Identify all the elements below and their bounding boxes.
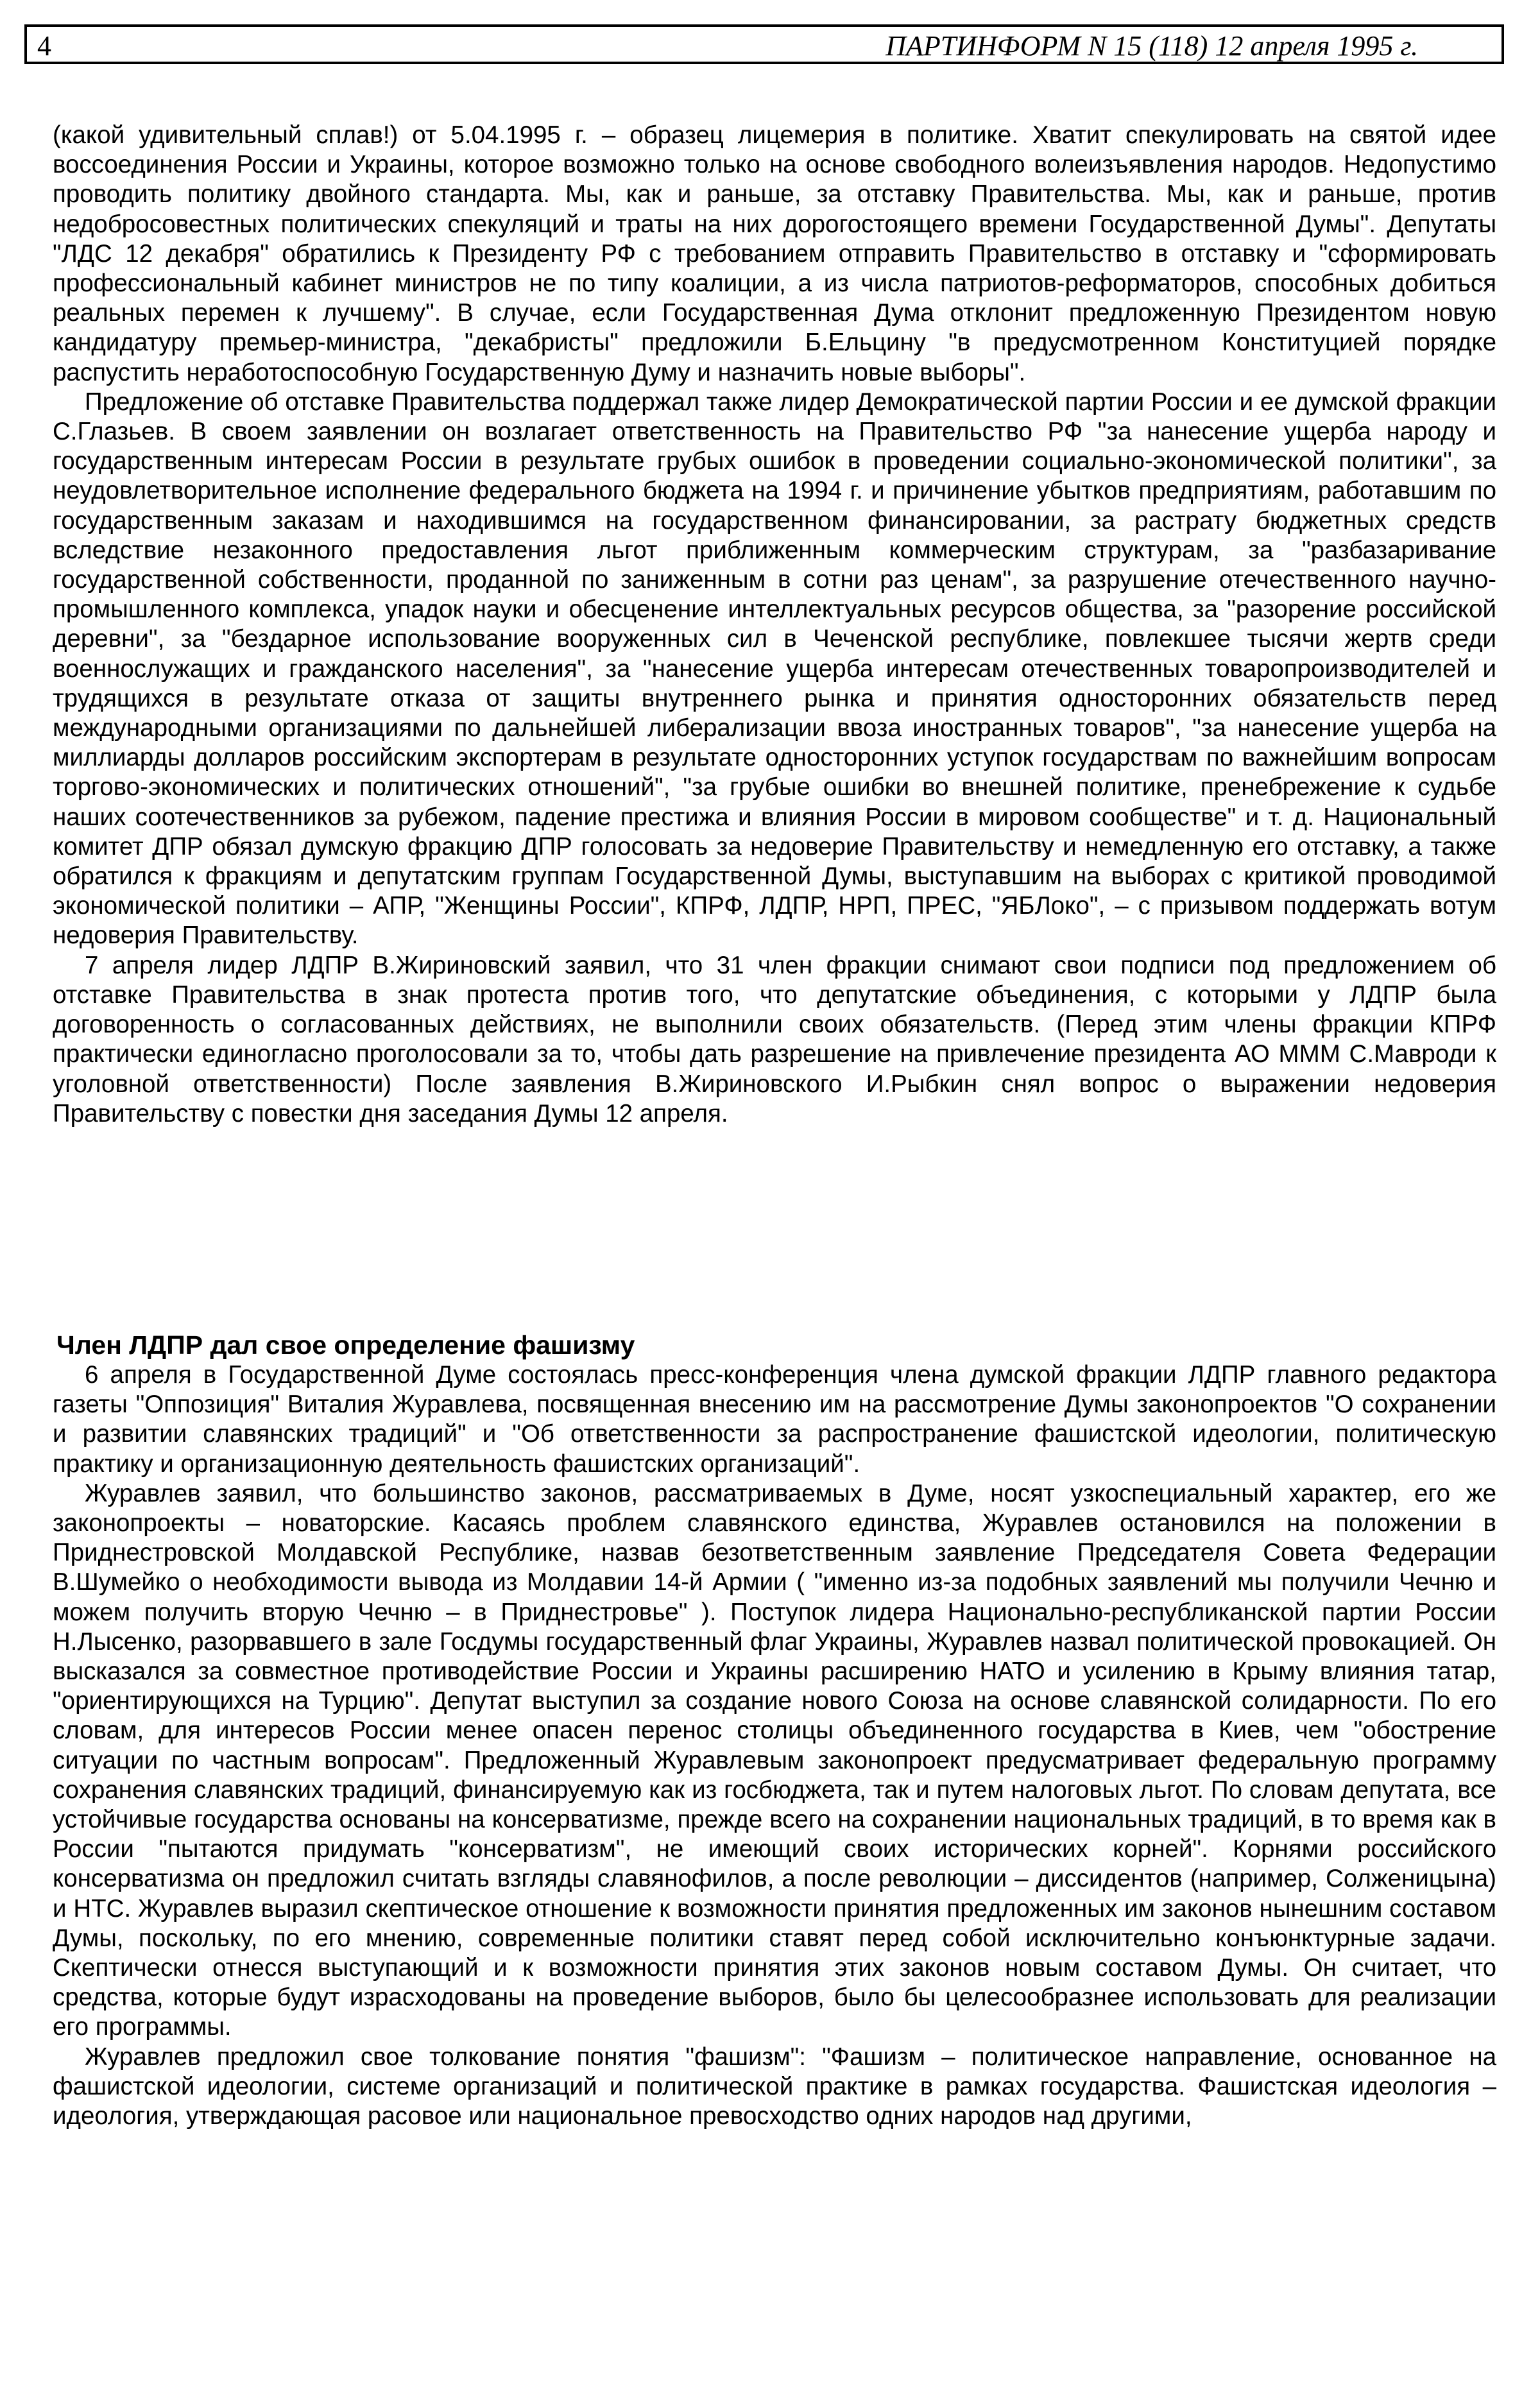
article-continuation: [53, 121, 1496, 1129]
paragraph: (какой удивительный сплав!) от 5.04.1995 г. – образец лицемерия в политике. Хватит спекулировать на святой идее воссоединения России и Украины, которое возможно только на основе свободного волеизъявления народов. Недопустимо проводить политику двойного стандарта. Мы, как и раньше, за отставку Правительства. Мы, как и раньше, против недобросовестных политических спекуляций и траты на них дорогостоящего времени Государственной Думы". Депутаты "ЛДС 12 декабря" обратились к Президенту РФ с требованием отправить Правительство в отставку и "сформировать профессиональный кабинет министров не по типу коалиции, а из числа патриотов-реформаторов, способных добиться реальных перемен к лучшему". В случае, если Государственная Дума отклонит предложенную Президентом новую кандидатуру премьер-министра, "декабристы" предложили Б.Ельцину "в предусмотренном Конституцией порядке распустить неработоспособную Государственную Думу и назначить новые выборы".: [53, 121, 1496, 386]
page-number: 4: [37, 30, 51, 62]
paragraph: Журавлев предложил свое толкование понятия "фашизм": "Фашизм – политическое направление, основанное на фашистской идеологии, системе организаций и политической практике в рамках государства. Фашистская идеология – идеология, утверждающая расовое или национальное превосходство одних народов над другими,: [53, 2043, 1496, 2130]
paragraph: Журавлев заявил, что большинство законов, рассматриваемых в Думе, носят узкоспециальный характер, его же законопроекты – новаторские. Касаясь проблем славянского единства, Журавлев остановился на положении в Приднестровской Молдавской Республике, назвав безответственным заявление Председателя Совета Федерации В.Шумейко о необходимости вывода из Молдавии 14-й Армии ( "именно из-за подобных заявлений мы получили Чечню и можем получить вторую Чечню – в Приднестровье" ). Поступок лидера Национально-республиканской партии России Н.Лысенко, разорвавшего в зале Госдумы государственный флаг Украины, Журавлев назвал политической провокацией. Он высказался за совместное противодействие России и Украины расширению НАТО и усилению в Крыму влияния татар, "ориентирующихся на Турцию". Депутат выступил за создание нового Союза на основе славянской солидарности. По его словам, для интересов России менее опасен перенос столицы объединенного государства в Киев, чем "обострение ситуации по частным вопросам". Предложенный Журавлевым законопроект предусматривает федеральную программу сохранения славянских традиций, финансируемую как из госбюджета, так и путем налоговых льгот. По словам депутата, все устойчивые государства основаны на консерватизме, прежде всего на сохранении национальных традиций, в то время как в России "пытаются придумать "консерватизм", не имеющий своих исторических корней". Корнями российского консерватизма он предложил считать взгляды славянофилов, а после революции – диссидентов (например, Солженицына) и НТС. Журавлев выразил скептическое отношение к возможности принятия предложенных им законов нынешним составом Думы, поскольку, по его мнению, современные политики ставят перед собой исключительно конъюнктурные задачи. Скептически отнесся выступающий и к возможности принятия этих законов новым составом Думы. Он считает, что средства, которые будут израсходованы на проведение выборов, было бы целесообразнее использовать для реализации его программы.: [53, 1479, 1496, 2041]
article-body: [53, 1360, 1496, 2131]
paragraph: 6 апреля в Государственной Думе состоялась пресс-конференция члена думской фракции ЛДПР главного редактора газеты "Оппозиция" Виталия Журавлева, посвященная внесению им на рассмотрение Думы законопроектов "О сохранении и развитии славянских традиций" и "Об ответственности за распространение фашистской идеологии, политическую практику и организационную деятельность фашистских организаций".: [53, 1361, 1496, 1478]
paragraph: Предложение об отставке Правительства поддержал также лидер Демократической партии России и ее думской фракции С.Глазьев. В своем заявлении он возлагает ответственность на Правительство РФ "за нанесение ущерба народу и государственным интересам России в результате грубых ошибок в проведении социально-экономической политики", за неудовлетворительное исполнение федерального бюджета на 1994 г. и причинение убытков предприятиям, работавшим по государственным заказам и находившимся на государственном финансировании, за растрату бюджетных средств вследствие незаконного предоставления льгот приближенным коммерческим структурам, за "разбазаривание государственной собственности, проданной по заниженным в сотни раз ценам", за разрушение отечественного научно-промышленного комплекса, упадок науки и обесценение интеллектуальных ресурсов общества, за "разорение российской деревни", за "бездарное использование вооруженных сил в Чеченской республике, повлекшее тысячи жертв среди военнослужащих и гражданского населения", за "нанесение ущерба интересам отечественных товаропроизводителей и трудящихся в результате отказа от защиты внутреннего рынка и принятия односторонних обязательств перед международными организациями по дальнейшей либерализации ввоза иностранных товаров", "за нанесение ущерба на миллиарды долларов российским экспортерам в результате односторонних уступок государствам по важнейшим вопросам торгово-экономических и политических отношений", "за грубые ошибки во внешней политике, пренебрежение к судьбе наших соотечественников за рубежом, падение престижа и влияния России в мировом сообществе" и т. д. Национальный комитет ДПР обязал думскую фракцию ДПР голосовать за недоверие Правительству и немедленную его отставку, а также обратился к фракциям и депутатским группам Государственной Думы, выступавшим на выборах с критикой проводимой экономической политики – АПР, "Женщины России", КПРФ, ЛДПР, НРП, ПРЕС, "ЯБЛоко", – с призывом поддержать вотум недоверия Правительству.: [53, 388, 1496, 950]
article-heading: Член ЛДПР дал свое определение фашизму: [56, 1330, 635, 1360]
publication-title: ПАРТИНФОРМ N 15 (118) 12 апреля 1995 г.: [886, 30, 1418, 62]
paragraph: 7 апреля лидер ЛДПР В.Жириновский заявил, что 31 член фракции снимают свои подписи под предложением об отставке Правительства в знак протеста против того, что депутатские объединения, с которыми у ЛДПР была договоренность о согласованных действиях, не выполнили своих обязательств. (Перед этим члены фракции КПРФ практически единогласно проголосовали за то, чтобы дать разрешение на привлечение президента АО МММ С.Мавроди к уголовной ответственности) После заявления В.Жириновского И.Рыбкин снял вопрос о выражении недоверия Правительству с повестки дня заседания Думы 12 апреля.: [53, 951, 1496, 1127]
article-fascism: [53, 1330, 1496, 2131]
page-header: [24, 24, 1504, 64]
